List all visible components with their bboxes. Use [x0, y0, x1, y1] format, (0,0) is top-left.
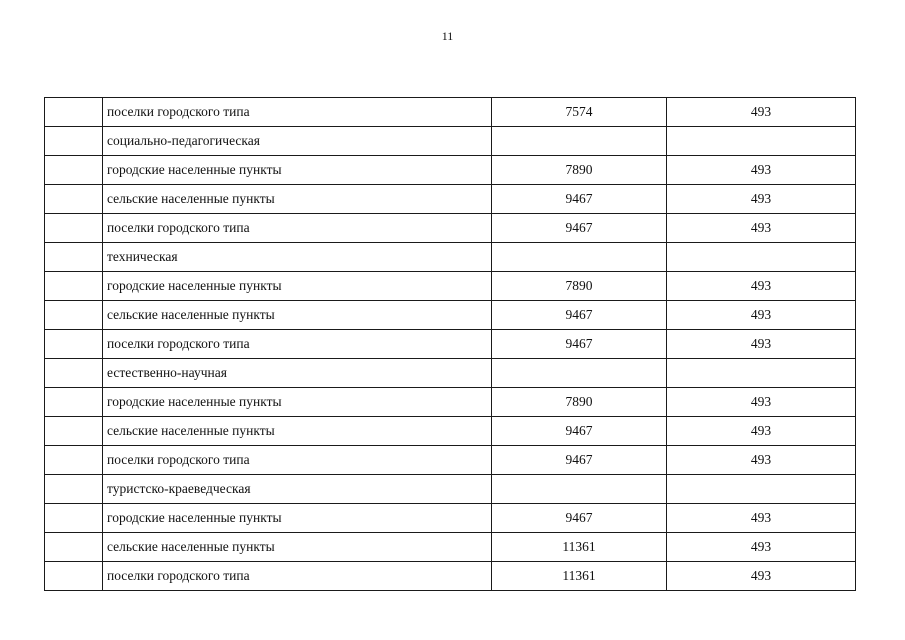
- row-label-cell: техническая: [103, 243, 492, 272]
- row-label-cell: сельские населенные пункты: [103, 417, 492, 446]
- row-label-cell: поселки городского типа: [103, 330, 492, 359]
- row-label-cell: социально-педагогическая: [103, 127, 492, 156]
- table-row: [45, 388, 856, 417]
- row-value2-cell: [667, 127, 856, 156]
- row-number-cell: [45, 185, 103, 214]
- row-value2-cell: 493: [667, 533, 856, 562]
- table-row: [45, 214, 856, 243]
- table-row: [45, 417, 856, 446]
- row-value1-cell: 7890: [492, 388, 667, 417]
- row-label-cell: городские населенные пункты: [103, 504, 492, 533]
- row-value1-cell: [492, 359, 667, 388]
- row-number-cell: [45, 156, 103, 185]
- row-label-cell: городские населенные пункты: [103, 156, 492, 185]
- row-number-cell: [45, 446, 103, 475]
- row-value1-cell: 7890: [492, 156, 667, 185]
- table-row: [45, 533, 856, 562]
- row-label-cell: сельские населенные пункты: [103, 185, 492, 214]
- row-value2-cell: 493: [667, 388, 856, 417]
- table-body: [45, 98, 856, 591]
- row-value2-cell: 493: [667, 417, 856, 446]
- row-value2-cell: 493: [667, 156, 856, 185]
- row-value2-cell: 493: [667, 185, 856, 214]
- row-number-cell: [45, 98, 103, 127]
- table-row: [45, 475, 856, 504]
- row-label-cell: сельские населенные пункты: [103, 533, 492, 562]
- table-row: [45, 127, 856, 156]
- row-label-cell: городские населенные пункты: [103, 388, 492, 417]
- row-value2-cell: 493: [667, 562, 856, 591]
- row-value2-cell: [667, 243, 856, 272]
- row-number-cell: [45, 330, 103, 359]
- row-value2-cell: 493: [667, 214, 856, 243]
- row-value1-cell: 9467: [492, 446, 667, 475]
- row-label-cell: естественно-научная: [103, 359, 492, 388]
- row-label-cell: поселки городского типа: [103, 562, 492, 591]
- row-value1-cell: 9467: [492, 301, 667, 330]
- table-row: [45, 185, 856, 214]
- row-value2-cell: 493: [667, 272, 856, 301]
- row-value1-cell: 9467: [492, 185, 667, 214]
- row-number-cell: [45, 562, 103, 591]
- table-row: [45, 272, 856, 301]
- row-number-cell: [45, 417, 103, 446]
- row-number-cell: [45, 127, 103, 156]
- table-row: [45, 243, 856, 272]
- row-number-cell: [45, 359, 103, 388]
- row-value2-cell: [667, 359, 856, 388]
- row-value1-cell: 9467: [492, 417, 667, 446]
- row-number-cell: [45, 272, 103, 301]
- row-number-cell: [45, 388, 103, 417]
- row-label-cell: сельские населенные пункты: [103, 301, 492, 330]
- row-value1-cell: 7890: [492, 272, 667, 301]
- row-number-cell: [45, 533, 103, 562]
- row-value1-cell: [492, 127, 667, 156]
- table-row: [45, 504, 856, 533]
- row-value1-cell: 9467: [492, 504, 667, 533]
- row-value1-cell: 11361: [492, 533, 667, 562]
- data-table: [44, 97, 856, 591]
- row-value2-cell: 493: [667, 98, 856, 127]
- row-value1-cell: 7574: [492, 98, 667, 127]
- table-row: [45, 98, 856, 127]
- row-label-cell: туристско-краеведческая: [103, 475, 492, 504]
- row-value1-cell: [492, 243, 667, 272]
- row-label-cell: поселки городского типа: [103, 214, 492, 243]
- row-label-cell: городские населенные пункты: [103, 272, 492, 301]
- row-number-cell: [45, 475, 103, 504]
- table-row: [45, 330, 856, 359]
- table-row: [45, 562, 856, 591]
- table-row: [45, 359, 856, 388]
- row-number-cell: [45, 301, 103, 330]
- row-value2-cell: 493: [667, 504, 856, 533]
- row-value1-cell: [492, 475, 667, 504]
- table-row: [45, 156, 856, 185]
- row-number-cell: [45, 243, 103, 272]
- row-value2-cell: [667, 475, 856, 504]
- row-number-cell: [45, 214, 103, 243]
- row-label-cell: поселки городского типа: [103, 98, 492, 127]
- row-value2-cell: 493: [667, 330, 856, 359]
- row-value1-cell: 9467: [492, 330, 667, 359]
- table-row: [45, 301, 856, 330]
- row-number-cell: [45, 504, 103, 533]
- table-row: [45, 446, 856, 475]
- page-number: 11: [441, 29, 454, 43]
- row-value2-cell: 493: [667, 446, 856, 475]
- row-value2-cell: 493: [667, 301, 856, 330]
- row-value1-cell: 9467: [492, 214, 667, 243]
- row-label-cell: поселки городского типа: [103, 446, 492, 475]
- row-value1-cell: 11361: [492, 562, 667, 591]
